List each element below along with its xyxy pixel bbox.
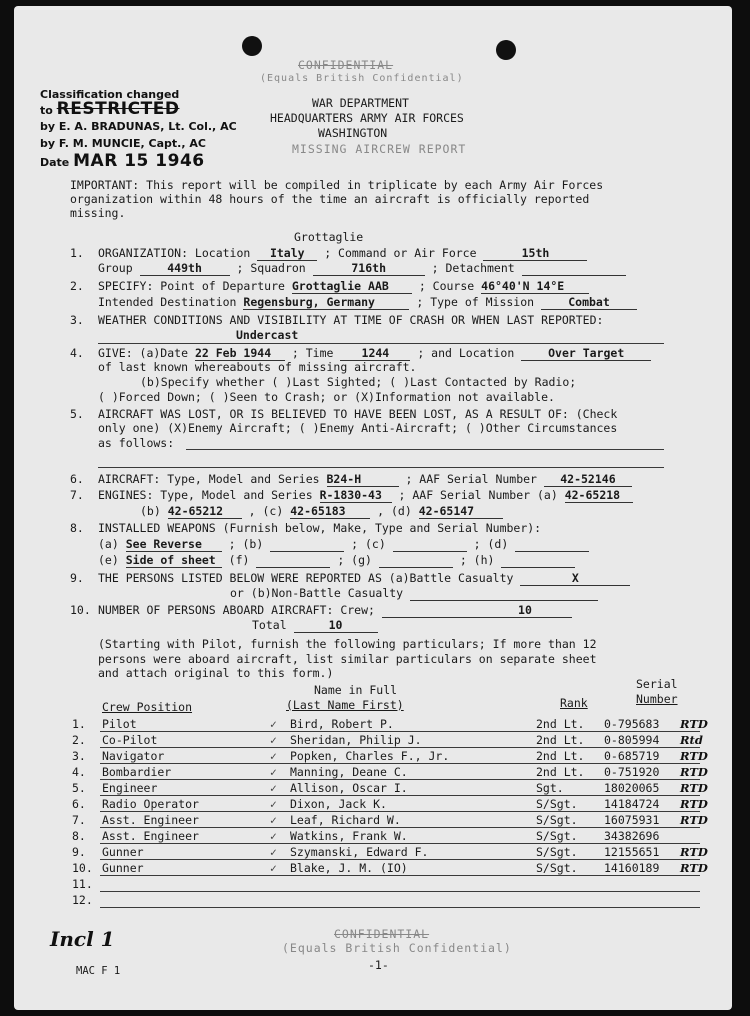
lost-num: 5. bbox=[70, 407, 84, 421]
footer-form: MAC F 1 bbox=[76, 965, 121, 977]
crew-rank: S/Sgt. bbox=[536, 845, 578, 859]
crew-note: RTD bbox=[680, 861, 708, 875]
check-mark-icon: ✓ bbox=[270, 733, 277, 747]
weapon-f bbox=[256, 553, 330, 568]
weapon-b-label: ; (b) bbox=[228, 537, 264, 551]
crew-name: Leaf, Richard W. bbox=[290, 813, 401, 827]
crew-row-num: 1. bbox=[72, 717, 86, 731]
to-label: to bbox=[40, 104, 53, 117]
give-time: 1244 bbox=[340, 346, 410, 361]
weapon-g-label: ; (g) bbox=[337, 553, 372, 567]
crew-row-num: 8. bbox=[72, 829, 86, 843]
classification-change-line1: Classification changed bbox=[40, 88, 180, 101]
crew-name: Manning, Deane C. bbox=[290, 765, 408, 779]
give-location: Over Target bbox=[521, 346, 651, 361]
row-underline bbox=[100, 875, 700, 876]
give-line4: ( )Forced Down; ( )Seen to Crash; or (X)Information not available. bbox=[98, 390, 555, 404]
crew-note: RTD bbox=[680, 845, 708, 859]
classification-by1: by E. A. BRADUNAS, Lt. Col., AC bbox=[40, 120, 237, 133]
row-underline bbox=[100, 827, 700, 828]
header-serial-bottom: Number bbox=[636, 692, 678, 706]
crew-position: Navigator bbox=[102, 749, 165, 763]
crew-rank: 2nd Lt. bbox=[536, 749, 585, 763]
row-underline bbox=[100, 779, 700, 780]
crew-row bbox=[14, 829, 732, 844]
footer-struck: CONFIDENTIAL bbox=[334, 927, 430, 941]
crew-row bbox=[14, 717, 732, 732]
weapon-h-label: ; (h) bbox=[459, 553, 495, 567]
lost-underline2 bbox=[98, 467, 664, 468]
specify-row2 bbox=[98, 295, 637, 310]
header-line2: HEADQUARTERS ARMY AIR FORCES bbox=[270, 111, 464, 125]
weapon-c-label: ; (c) bbox=[351, 537, 386, 551]
give-num: 4. bbox=[70, 346, 84, 360]
engine-a-serial: 42-65218 bbox=[565, 488, 633, 503]
departure-point: Grottaglie AAB bbox=[292, 279, 412, 294]
total-value: 10 bbox=[294, 618, 378, 633]
crew-row bbox=[14, 765, 732, 780]
crew-row-num: 12. bbox=[72, 893, 93, 907]
engines-row1 bbox=[98, 488, 633, 503]
aircraft-num: 6. bbox=[70, 472, 84, 486]
row-underline bbox=[100, 843, 700, 844]
check-mark-icon: ✓ bbox=[270, 861, 277, 875]
org-label: ORGANIZATION: Location bbox=[98, 246, 251, 260]
date-label: Date bbox=[40, 156, 70, 169]
lost-underline1 bbox=[186, 449, 664, 450]
give-row1 bbox=[98, 346, 651, 361]
classification-date bbox=[40, 151, 205, 171]
crew-rank: 2nd Lt. bbox=[536, 733, 585, 747]
crew-note: RTD bbox=[680, 717, 708, 731]
aboard-num: 10. bbox=[70, 603, 91, 617]
org-row1 bbox=[98, 246, 587, 261]
crew-name: Watkins, Frank W. bbox=[290, 829, 408, 843]
header-line4: MISSING AIRCREW REPORT bbox=[292, 142, 467, 156]
org-group: 449th bbox=[140, 261, 230, 276]
crew-position: Bombardier bbox=[102, 765, 172, 779]
crew-note: RTD bbox=[680, 781, 708, 795]
aircraft-type: B24-H bbox=[327, 472, 399, 487]
row-underline bbox=[100, 763, 700, 764]
aboard-note2: persons were aboard aircraft, list similar particulars on separate sheet bbox=[98, 652, 597, 666]
non-battle-value bbox=[410, 586, 598, 601]
row-underline bbox=[100, 891, 700, 892]
engines-row2 bbox=[140, 504, 503, 519]
crew-serial: 14160189 bbox=[604, 861, 660, 875]
org-location: Italy bbox=[257, 246, 317, 261]
footer-sub: (Equals British Confidential) bbox=[282, 941, 512, 955]
engine-c-serial: 42-65183 bbox=[290, 504, 370, 519]
give-line3: (b)Specify whether ( )Last Sighted; ( )Last Contacted by Radio; bbox=[140, 375, 577, 389]
org-squadron: 716th bbox=[313, 261, 425, 276]
crew-serial: 16075931 bbox=[604, 813, 660, 827]
weapon-e-label: (e) bbox=[98, 553, 119, 567]
check-mark-icon: ✓ bbox=[270, 829, 277, 843]
header-position: Crew Position bbox=[102, 700, 193, 714]
destination-label: Intended Destination bbox=[98, 295, 237, 309]
aircraft-row bbox=[98, 472, 632, 487]
important-line2: organization within 48 hours of the time an aircraft is officially reported bbox=[70, 192, 590, 206]
give-line2: of last known whereabouts of missing aircraft. bbox=[98, 360, 417, 374]
weapon-d-label: ; (d) bbox=[473, 537, 509, 551]
aircraft-label: AIRCRAFT: Type, Model and Series bbox=[98, 472, 320, 486]
mission-value: Combat bbox=[541, 295, 637, 310]
crew-name: Allison, Oscar I. bbox=[290, 781, 408, 795]
crew-serial: 0-751920 bbox=[604, 765, 660, 779]
weapon-d bbox=[515, 537, 589, 552]
engines-label: ENGINES: Type, Model and Series bbox=[98, 488, 313, 502]
crew-position: Asst. Engineer bbox=[102, 813, 199, 827]
crew-row bbox=[14, 781, 732, 796]
crew-row bbox=[14, 813, 732, 828]
engines-serial-label: ; AAF Serial Number (a) bbox=[398, 488, 558, 502]
check-mark-icon: ✓ bbox=[270, 781, 277, 795]
restricted-stamp: RESTRICTED bbox=[56, 99, 180, 119]
check-mark-icon: ✓ bbox=[270, 749, 277, 763]
persons-line1: THE PERSONS LISTED BELOW WERE REPORTED AS (a)Battle Casualty bbox=[98, 571, 514, 585]
course-value: 46°40'N 14°E bbox=[481, 279, 589, 294]
handwriting-incl: Incl 1 bbox=[50, 927, 115, 951]
crew-rank: 2nd Lt. bbox=[536, 765, 585, 779]
check-mark-icon: ✓ bbox=[270, 797, 277, 811]
crew-name: Popken, Charles F., Jr. bbox=[290, 749, 450, 763]
check-mark-icon: ✓ bbox=[270, 845, 277, 859]
classification-struck: CONFIDENTIAL bbox=[298, 58, 394, 72]
org-row2 bbox=[98, 261, 626, 276]
crew-rank: S/Sgt. bbox=[536, 829, 578, 843]
crew-rank: S/Sgt. bbox=[536, 861, 578, 875]
check-mark-icon: ✓ bbox=[270, 765, 277, 779]
weapons-label: INSTALLED WEAPONS (Furnish below, Make, Type and Serial Number): bbox=[98, 521, 542, 535]
org-location-above: Grottaglie bbox=[294, 230, 364, 244]
persons-line2: or (b)Non-Battle Casualty bbox=[230, 586, 404, 600]
crew-row-num: 2. bbox=[72, 733, 86, 747]
crew-rank: S/Sgt. bbox=[536, 797, 578, 811]
crew-rank: S/Sgt. bbox=[536, 813, 578, 827]
weapon-a-label: (a) bbox=[98, 537, 119, 551]
crew-serial: 0-685719 bbox=[604, 749, 660, 763]
crew-name: Blake, J. M. (IO) bbox=[290, 861, 408, 875]
org-detachment-label: ; Detachment bbox=[431, 261, 515, 275]
classification-change-line2 bbox=[40, 99, 180, 119]
weapon-b bbox=[270, 537, 344, 552]
row-underline bbox=[100, 859, 700, 860]
crew-row-num: 11. bbox=[72, 877, 93, 891]
weather-underline bbox=[98, 343, 664, 344]
crew-row-num: 9. bbox=[72, 845, 86, 859]
persons-row2 bbox=[230, 586, 598, 601]
crew-position: Radio Operator bbox=[102, 797, 199, 811]
engine-b-label: (b) bbox=[140, 504, 161, 518]
weapon-h bbox=[501, 553, 575, 568]
crew-name: Szymanski, Edward F. bbox=[290, 845, 429, 859]
crew-row bbox=[14, 797, 732, 812]
weather-num: 3. bbox=[70, 313, 84, 327]
header-serial-top: Serial bbox=[636, 677, 678, 691]
row-underline bbox=[100, 731, 700, 732]
aboard-row2 bbox=[252, 618, 378, 633]
crew-note: Rtd bbox=[680, 733, 703, 747]
weapon-a: See Reverse bbox=[126, 537, 222, 552]
aboard-row1 bbox=[98, 603, 572, 618]
crew-serial: 34382696 bbox=[604, 829, 660, 843]
crew-serial: 18020065 bbox=[604, 781, 660, 795]
crew-position: Co-Pilot bbox=[102, 733, 158, 747]
crew-serial: 14184724 bbox=[604, 797, 660, 811]
row-underline bbox=[100, 747, 700, 748]
crew-row-num: 7. bbox=[72, 813, 86, 827]
header-rank: Rank bbox=[560, 696, 588, 710]
give-date-label: GIVE: (a)Date bbox=[98, 346, 189, 360]
weapon-c bbox=[393, 537, 467, 552]
crew-position: Engineer bbox=[102, 781, 158, 795]
destination-value: Regensburg, Germany bbox=[243, 295, 409, 310]
weapons-num: 8. bbox=[70, 521, 84, 535]
classification-sub: (Equals British Confidential) bbox=[260, 73, 464, 84]
weapon-f-label: (f) bbox=[228, 553, 250, 567]
header-line1: WAR DEPARTMENT bbox=[312, 96, 409, 110]
row-underline bbox=[100, 811, 700, 812]
crew-name: Bird, Robert P. bbox=[290, 717, 394, 731]
footer-page: -1- bbox=[368, 958, 389, 972]
engine-b-serial: 42-65212 bbox=[168, 504, 242, 519]
specify-row1 bbox=[98, 279, 589, 294]
aboard-crew: 10 bbox=[382, 603, 572, 618]
weather-value: Undercast bbox=[236, 328, 299, 342]
crew-row-num: 3. bbox=[72, 749, 86, 763]
crew-row-num: 4. bbox=[72, 765, 86, 779]
crew-row bbox=[14, 893, 732, 908]
engine-c-label: , (c) bbox=[248, 504, 284, 518]
crew-row bbox=[14, 861, 732, 876]
course-label: ; Course bbox=[418, 279, 475, 293]
crew-position: Asst. Engineer bbox=[102, 829, 199, 843]
row-underline bbox=[100, 907, 700, 908]
give-date: 22 Feb 1944 bbox=[195, 346, 285, 361]
give-location-label: ; and Location bbox=[417, 346, 515, 360]
check-mark-icon: ✓ bbox=[270, 717, 277, 731]
crew-note: RTD bbox=[680, 749, 708, 763]
aircraft-serial: 42-52146 bbox=[544, 472, 632, 487]
weapons-row1 bbox=[98, 537, 589, 552]
org-detachment bbox=[522, 261, 626, 276]
engines-num: 7. bbox=[70, 488, 84, 502]
row-underline bbox=[100, 795, 700, 796]
engines-type: R-1830-43 bbox=[320, 488, 392, 503]
punch-hole-left bbox=[242, 36, 262, 56]
header-name-bottom: (Last Name First) bbox=[286, 698, 404, 712]
crew-note: RTD bbox=[680, 797, 708, 811]
org-squadron-label: ; Squadron bbox=[236, 261, 306, 275]
crew-serial: 0-795683 bbox=[604, 717, 660, 731]
crew-row bbox=[14, 733, 732, 748]
aboard-label: NUMBER OF PERSONS ABOARD AIRCRAFT: Crew; bbox=[98, 603, 375, 617]
crew-name: Dixon, Jack K. bbox=[290, 797, 387, 811]
important-line3: missing. bbox=[70, 206, 126, 220]
specify-num: 2. bbox=[70, 279, 84, 293]
mission-label: ; Type of Mission bbox=[416, 295, 535, 309]
crew-position: Gunner bbox=[102, 845, 144, 859]
crew-position: Gunner bbox=[102, 861, 144, 875]
weather-label: WEATHER CONDITIONS AND VISIBILITY AT TIME OF CRASH OR WHEN LAST REPORTED: bbox=[98, 313, 604, 327]
give-time-label: ; Time bbox=[291, 346, 334, 360]
aboard-note1: (Starting with Pilot, furnish the following particulars; If more than 12 bbox=[98, 637, 597, 651]
crew-serial: 0-805994 bbox=[604, 733, 660, 747]
persons-row1 bbox=[98, 571, 630, 586]
specify-label: SPECIFY: Point of Departure bbox=[98, 279, 285, 293]
crew-rank: Sgt. bbox=[536, 781, 564, 795]
crew-name: Sheridan, Philip J. bbox=[290, 733, 422, 747]
crew-position: Pilot bbox=[102, 717, 137, 731]
aircraft-serial-label: ; AAF Serial Number bbox=[405, 472, 537, 486]
persons-num: 9. bbox=[70, 571, 84, 585]
crew-row bbox=[14, 877, 732, 892]
date-value: MAR 15 1946 bbox=[73, 151, 205, 171]
header-name-top: Name in Full bbox=[314, 683, 398, 697]
crew-row bbox=[14, 845, 732, 860]
header-line3: WASHINGTON bbox=[318, 126, 388, 140]
lost-line1: AIRCRAFT WAS LOST, OR IS BELIEVED TO HAVE BEEN LOST, AS A RESULT OF: (Check bbox=[98, 407, 618, 421]
crew-note: RTD bbox=[680, 765, 708, 779]
engine-d-label: , (d) bbox=[377, 504, 412, 518]
crew-row-num: 10. bbox=[72, 861, 93, 875]
org-num: 1. bbox=[70, 246, 84, 260]
org-command: 15th bbox=[483, 246, 587, 261]
report-page bbox=[14, 6, 732, 1010]
weapons-row2 bbox=[98, 553, 575, 568]
classification-by2: by F. M. MUNCIE, Capt., AC bbox=[40, 137, 206, 150]
lost-line3: as follows: bbox=[98, 436, 175, 450]
check-mark-icon: ✓ bbox=[270, 813, 277, 827]
org-group-label: Group bbox=[98, 261, 133, 275]
aboard-note3: and attach original to this form.) bbox=[98, 666, 334, 680]
battle-casualty-mark: X bbox=[520, 571, 630, 586]
crew-rank: 2nd Lt. bbox=[536, 717, 585, 731]
lost-line2: only one) (X)Enemy Aircraft; ( )Enemy Anti-Aircraft; ( )Other Circumstances bbox=[98, 421, 618, 435]
crew-row-num: 5. bbox=[72, 781, 86, 795]
important-line1: IMPORTANT: This report will be compiled in triplicate by each Army Air Forces bbox=[70, 178, 604, 192]
crew-serial: 12155651 bbox=[604, 845, 660, 859]
total-label: Total bbox=[252, 618, 287, 632]
engine-d-serial: 42-65147 bbox=[419, 504, 503, 519]
weapon-e: Side of sheet bbox=[126, 553, 222, 568]
weapon-g bbox=[379, 553, 453, 568]
crew-note: RTD bbox=[680, 813, 708, 827]
org-command-label: ; Command or Air Force bbox=[324, 246, 477, 260]
crew-row-num: 6. bbox=[72, 797, 86, 811]
punch-hole-right bbox=[496, 40, 516, 60]
crew-row bbox=[14, 749, 732, 764]
